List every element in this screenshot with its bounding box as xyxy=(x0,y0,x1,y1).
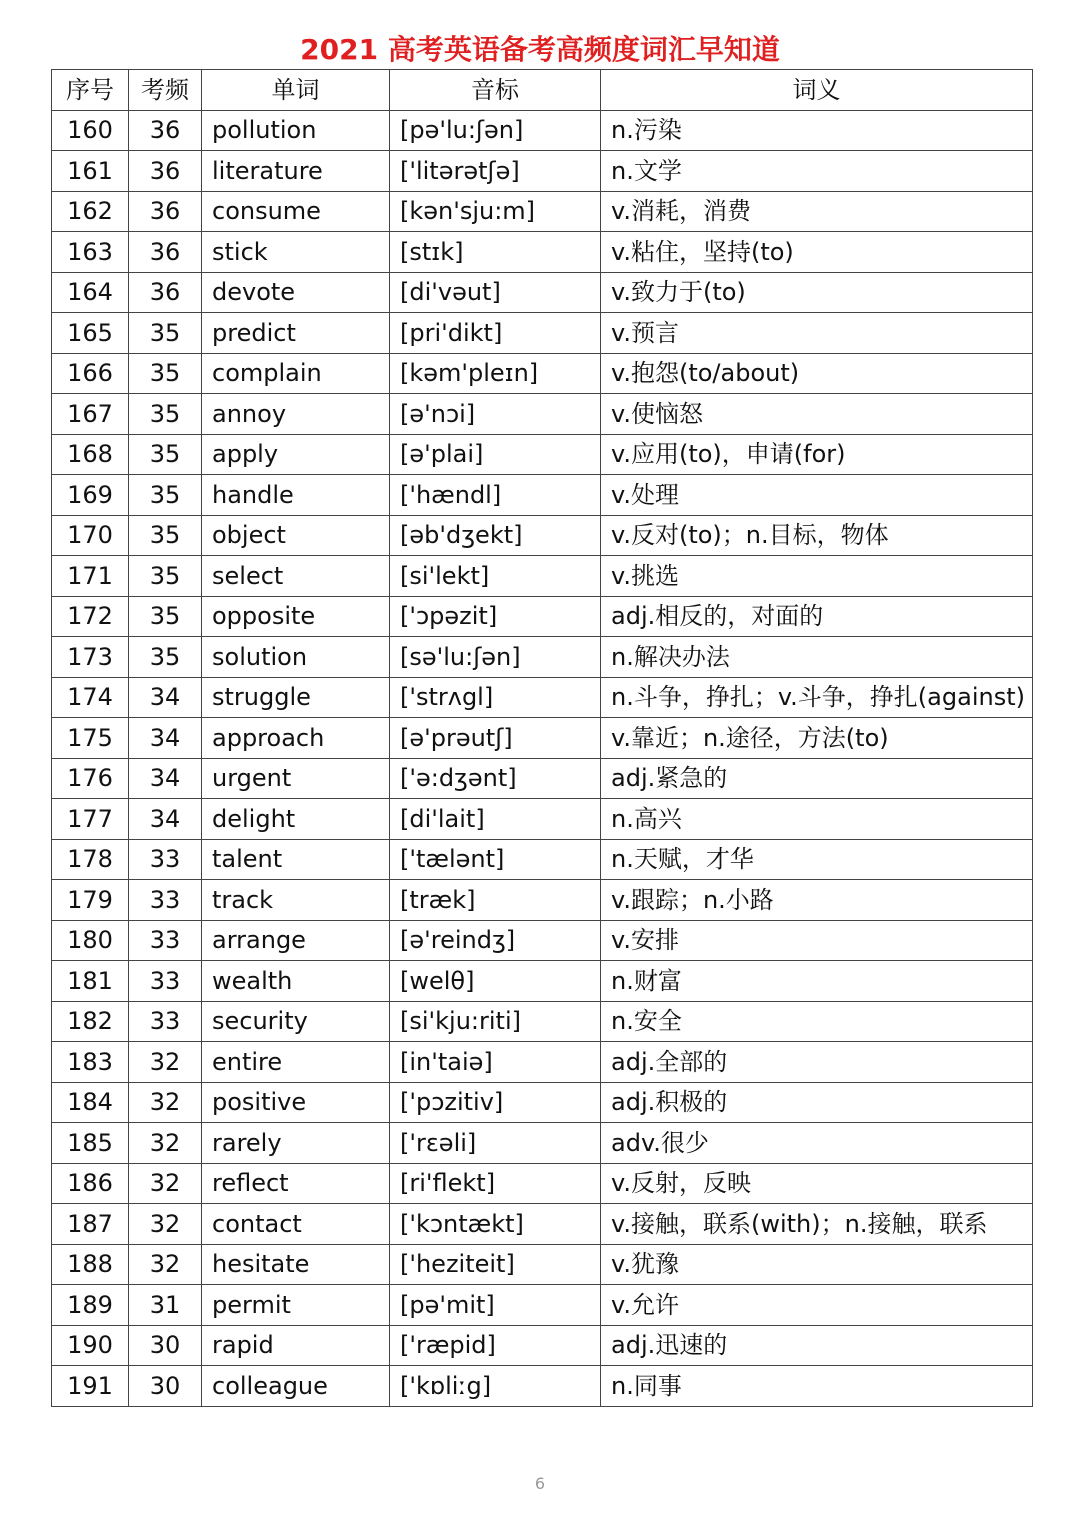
table-row xyxy=(52,637,1033,678)
table-row xyxy=(52,394,1033,435)
cell-frequency: 33 xyxy=(129,880,202,921)
cell-frequency: 32 xyxy=(129,1244,202,1285)
cell-meaning: v.跟踪；n.小路 xyxy=(601,880,1033,921)
cell-meaning: n.斗争，挣扎；v.斗争，挣扎(against) xyxy=(601,677,1033,718)
cell-meaning: v.接触，联系(with)；n.接触，联系 xyxy=(601,1204,1033,1245)
cell-index: 180 xyxy=(52,920,129,961)
cell-word: rarely xyxy=(202,1123,390,1164)
header-word: 单词 xyxy=(202,70,390,111)
cell-phonetic: ['pɔzitiv] xyxy=(390,1082,601,1123)
cell-word: urgent xyxy=(202,758,390,799)
cell-meaning: v.使恼怒 xyxy=(601,394,1033,435)
cell-word: delight xyxy=(202,799,390,840)
cell-phonetic: ['kɔntækt] xyxy=(390,1204,601,1245)
cell-frequency: 34 xyxy=(129,758,202,799)
cell-phonetic: ['ə:dʒənt] xyxy=(390,758,601,799)
table-row xyxy=(52,718,1033,759)
cell-index: 167 xyxy=(52,394,129,435)
cell-index: 189 xyxy=(52,1285,129,1326)
cell-phonetic: ['kɒliːg] xyxy=(390,1366,601,1407)
cell-frequency: 34 xyxy=(129,677,202,718)
cell-phonetic: ['litərətʃə] xyxy=(390,151,601,192)
table-row xyxy=(52,353,1033,394)
header-frequency: 考频 xyxy=(129,70,202,111)
cell-index: 170 xyxy=(52,515,129,556)
cell-meaning: adj.全部的 xyxy=(601,1042,1033,1083)
cell-frequency: 35 xyxy=(129,353,202,394)
cell-word: entire xyxy=(202,1042,390,1083)
cell-word: wealth xyxy=(202,961,390,1002)
cell-index: 179 xyxy=(52,880,129,921)
cell-index: 171 xyxy=(52,556,129,597)
cell-meaning: v.反射，反映 xyxy=(601,1163,1033,1204)
cell-meaning: v.处理 xyxy=(601,475,1033,516)
cell-index: 178 xyxy=(52,839,129,880)
cell-index: 164 xyxy=(52,272,129,313)
cell-word: literature xyxy=(202,151,390,192)
cell-meaning: n.同事 xyxy=(601,1366,1033,1407)
table-row xyxy=(52,313,1033,354)
cell-index: 166 xyxy=(52,353,129,394)
cell-frequency: 34 xyxy=(129,718,202,759)
cell-index: 172 xyxy=(52,596,129,637)
table-header-row xyxy=(52,70,1033,111)
cell-index: 191 xyxy=(52,1366,129,1407)
cell-index: 181 xyxy=(52,961,129,1002)
table-row xyxy=(52,880,1033,921)
table-row xyxy=(52,1163,1033,1204)
cell-phonetic: [kən'sju:m] xyxy=(390,191,601,232)
cell-phonetic: ['rɛəli] xyxy=(390,1123,601,1164)
cell-phonetic: [di'vəut] xyxy=(390,272,601,313)
cell-frequency: 30 xyxy=(129,1366,202,1407)
cell-frequency: 33 xyxy=(129,839,202,880)
cell-meaning: n.高兴 xyxy=(601,799,1033,840)
cell-frequency: 36 xyxy=(129,272,202,313)
cell-phonetic: [ri'flekt] xyxy=(390,1163,601,1204)
cell-word: stick xyxy=(202,232,390,273)
cell-index: 182 xyxy=(52,1001,129,1042)
cell-phonetic: [in'taiə] xyxy=(390,1042,601,1083)
cell-frequency: 36 xyxy=(129,110,202,151)
cell-meaning: adj.紧急的 xyxy=(601,758,1033,799)
cell-phonetic: ['ɔpəzit] xyxy=(390,596,601,637)
cell-phonetic: [ə'nɔi] xyxy=(390,394,601,435)
cell-frequency: 35 xyxy=(129,596,202,637)
table-row xyxy=(52,1001,1033,1042)
cell-meaning: v.犹豫 xyxy=(601,1244,1033,1285)
cell-phonetic: [əb'dʒekt] xyxy=(390,515,601,556)
cell-frequency: 32 xyxy=(129,1123,202,1164)
cell-phonetic: [pri'dikt] xyxy=(390,313,601,354)
table-row xyxy=(52,920,1033,961)
cell-phonetic: [ə'plai] xyxy=(390,434,601,475)
table-row xyxy=(52,839,1033,880)
cell-meaning: v.反对(to)；n.目标，物体 xyxy=(601,515,1033,556)
cell-frequency: 35 xyxy=(129,394,202,435)
cell-frequency: 35 xyxy=(129,475,202,516)
cell-meaning: v.安排 xyxy=(601,920,1033,961)
table-row xyxy=(52,110,1033,151)
table-row xyxy=(52,232,1033,273)
cell-phonetic: [welθ] xyxy=(390,961,601,1002)
table-row xyxy=(52,596,1033,637)
table-row xyxy=(52,151,1033,192)
table-row xyxy=(52,1325,1033,1366)
cell-phonetic: [pə'mit] xyxy=(390,1285,601,1326)
cell-meaning: adj.相反的，对面的 xyxy=(601,596,1033,637)
cell-word: handle xyxy=(202,475,390,516)
cell-word: rapid xyxy=(202,1325,390,1366)
cell-meaning: n.解决办法 xyxy=(601,637,1033,678)
cell-phonetic: ['ræpid] xyxy=(390,1325,601,1366)
cell-frequency: 35 xyxy=(129,515,202,556)
cell-frequency: 36 xyxy=(129,191,202,232)
cell-word: select xyxy=(202,556,390,597)
cell-frequency: 35 xyxy=(129,556,202,597)
cell-meaning: adv.很少 xyxy=(601,1123,1033,1164)
table-row xyxy=(52,434,1033,475)
table-row xyxy=(52,758,1033,799)
cell-phonetic: [si'lekt] xyxy=(390,556,601,597)
cell-word: security xyxy=(202,1001,390,1042)
cell-word: pollution xyxy=(202,110,390,151)
cell-word: contact xyxy=(202,1204,390,1245)
cell-index: 185 xyxy=(52,1123,129,1164)
cell-phonetic: [si'kju:riti] xyxy=(390,1001,601,1042)
cell-meaning: v.抱怨(to/about) xyxy=(601,353,1033,394)
cell-word: hesitate xyxy=(202,1244,390,1285)
cell-word: solution xyxy=(202,637,390,678)
table-body xyxy=(52,110,1033,1406)
cell-phonetic: ['heziteit] xyxy=(390,1244,601,1285)
page-number: 6 xyxy=(534,1474,546,1493)
cell-phonetic: [di'lait] xyxy=(390,799,601,840)
cell-index: 188 xyxy=(52,1244,129,1285)
cell-word: opposite xyxy=(202,596,390,637)
cell-word: reflect xyxy=(202,1163,390,1204)
cell-meaning: adj.迅速的 xyxy=(601,1325,1033,1366)
cell-meaning: adj.积极的 xyxy=(601,1082,1033,1123)
table-row xyxy=(52,191,1033,232)
cell-frequency: 32 xyxy=(129,1082,202,1123)
cell-word: approach xyxy=(202,718,390,759)
cell-word: devote xyxy=(202,272,390,313)
cell-word: object xyxy=(202,515,390,556)
cell-phonetic: ['tælənt] xyxy=(390,839,601,880)
cell-word: talent xyxy=(202,839,390,880)
table-row xyxy=(52,1285,1033,1326)
cell-word: arrange xyxy=(202,920,390,961)
cell-index: 168 xyxy=(52,434,129,475)
cell-meaning: v.预言 xyxy=(601,313,1033,354)
cell-meaning: v.挑选 xyxy=(601,556,1033,597)
cell-meaning: n.财富 xyxy=(601,961,1033,1002)
cell-word: permit xyxy=(202,1285,390,1326)
cell-phonetic: ['strʌgl] xyxy=(390,677,601,718)
page-title: 2021 高考英语备考高频度词汇早知道 xyxy=(300,33,780,66)
vocabulary-table xyxy=(51,69,1033,1407)
table-row xyxy=(52,1123,1033,1164)
cell-meaning: v.应用(to)，申请(for) xyxy=(601,434,1033,475)
cell-index: 165 xyxy=(52,313,129,354)
cell-frequency: 35 xyxy=(129,434,202,475)
cell-index: 187 xyxy=(52,1204,129,1245)
cell-phonetic: [kəm'pleɪn] xyxy=(390,353,601,394)
cell-frequency: 36 xyxy=(129,151,202,192)
cell-frequency: 32 xyxy=(129,1204,202,1245)
cell-phonetic: [ə'prəutʃ] xyxy=(390,718,601,759)
cell-meaning: n.文学 xyxy=(601,151,1033,192)
table-row xyxy=(52,799,1033,840)
cell-word: struggle xyxy=(202,677,390,718)
cell-phonetic: [sə'lu:ʃən] xyxy=(390,637,601,678)
table-row xyxy=(52,475,1033,516)
cell-frequency: 32 xyxy=(129,1042,202,1083)
table-row xyxy=(52,556,1033,597)
cell-frequency: 36 xyxy=(129,232,202,273)
header-meaning: 词义 xyxy=(601,70,1033,111)
table-row xyxy=(52,272,1033,313)
cell-phonetic: ['hændl] xyxy=(390,475,601,516)
cell-index: 162 xyxy=(52,191,129,232)
cell-index: 174 xyxy=(52,677,129,718)
cell-meaning: v.允许 xyxy=(601,1285,1033,1326)
cell-meaning: n.天赋，才华 xyxy=(601,839,1033,880)
cell-meaning: v.靠近；n.途径，方法(to) xyxy=(601,718,1033,759)
cell-index: 186 xyxy=(52,1163,129,1204)
cell-frequency: 30 xyxy=(129,1325,202,1366)
table-row xyxy=(52,1244,1033,1285)
table-row xyxy=(52,1366,1033,1407)
cell-phonetic: [ə'reindʒ] xyxy=(390,920,601,961)
cell-frequency: 35 xyxy=(129,637,202,678)
cell-phonetic: [træk] xyxy=(390,880,601,921)
cell-index: 190 xyxy=(52,1325,129,1366)
cell-index: 177 xyxy=(52,799,129,840)
cell-phonetic: [stɪk] xyxy=(390,232,601,273)
cell-word: colleague xyxy=(202,1366,390,1407)
cell-word: track xyxy=(202,880,390,921)
cell-meaning: v.致力于(to) xyxy=(601,272,1033,313)
cell-word: predict xyxy=(202,313,390,354)
cell-meaning: n.污染 xyxy=(601,110,1033,151)
cell-index: 163 xyxy=(52,232,129,273)
cell-word: apply xyxy=(202,434,390,475)
table-row xyxy=(52,515,1033,556)
header-index: 序号 xyxy=(52,70,129,111)
cell-frequency: 31 xyxy=(129,1285,202,1326)
cell-frequency: 33 xyxy=(129,961,202,1002)
cell-frequency: 33 xyxy=(129,1001,202,1042)
cell-index: 173 xyxy=(52,637,129,678)
table-row xyxy=(52,1042,1033,1083)
cell-meaning: n.安全 xyxy=(601,1001,1033,1042)
header-phonetic: 音标 xyxy=(390,70,601,111)
cell-index: 160 xyxy=(52,110,129,151)
table-row xyxy=(52,961,1033,1002)
table-row xyxy=(52,1082,1033,1123)
cell-word: positive xyxy=(202,1082,390,1123)
cell-frequency: 34 xyxy=(129,799,202,840)
table-row xyxy=(52,1204,1033,1245)
cell-meaning: v.消耗，消费 xyxy=(601,191,1033,232)
table-row xyxy=(52,677,1033,718)
cell-meaning: v.粘住，坚持(to) xyxy=(601,232,1033,273)
cell-frequency: 33 xyxy=(129,920,202,961)
cell-word: complain xyxy=(202,353,390,394)
cell-word: consume xyxy=(202,191,390,232)
cell-index: 176 xyxy=(52,758,129,799)
cell-word: annoy xyxy=(202,394,390,435)
cell-index: 175 xyxy=(52,718,129,759)
cell-index: 169 xyxy=(52,475,129,516)
cell-phonetic: [pə'lu:ʃən] xyxy=(390,110,601,151)
cell-frequency: 32 xyxy=(129,1163,202,1204)
cell-index: 184 xyxy=(52,1082,129,1123)
cell-index: 161 xyxy=(52,151,129,192)
cell-index: 183 xyxy=(52,1042,129,1083)
cell-frequency: 35 xyxy=(129,313,202,354)
